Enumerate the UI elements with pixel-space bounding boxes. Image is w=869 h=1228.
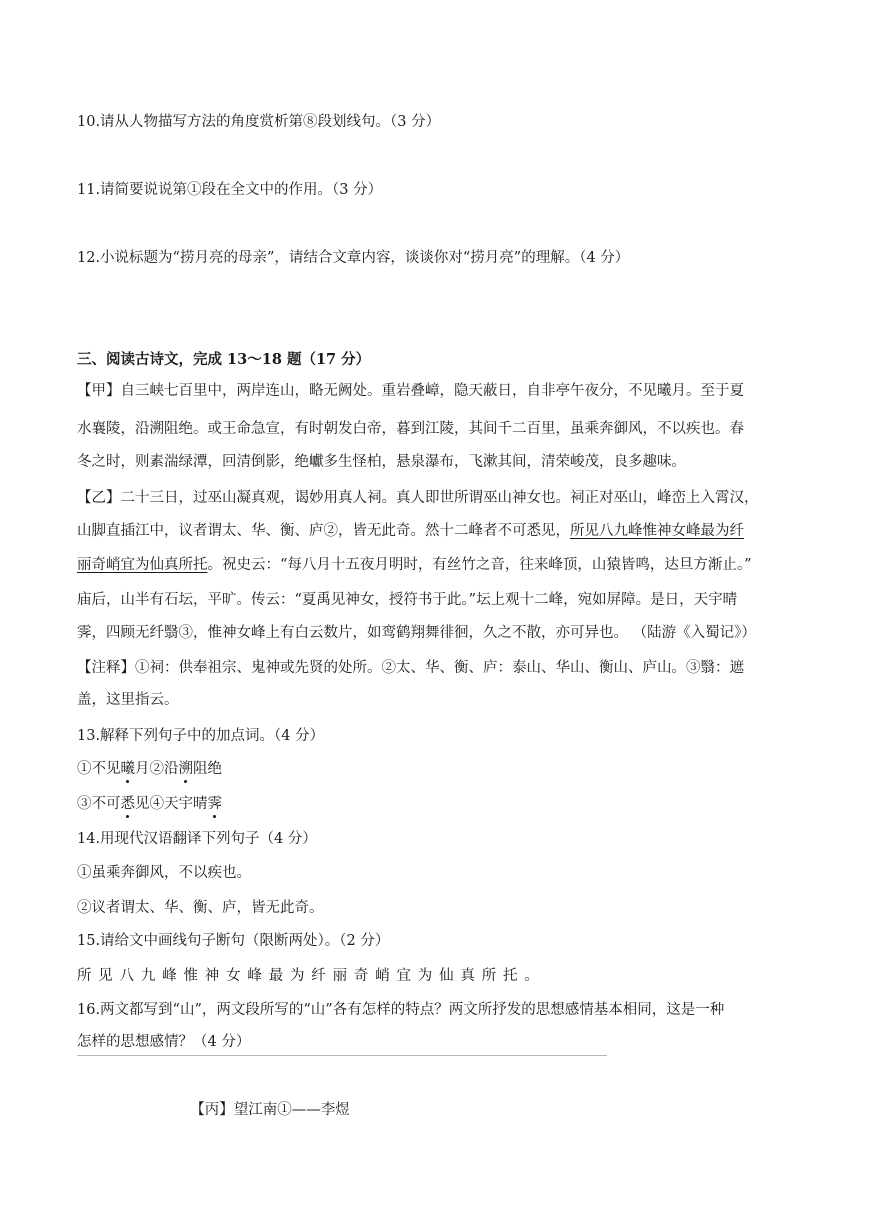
question-14-title: 14.用现代汉语翻译下列句子（4 分）: [77, 831, 317, 847]
question-15-title: 15.请给文中画线句子断句（限断两处）。（2 分）: [77, 933, 390, 949]
passage-yi-line-1: 【乙】二十三日，过巫山凝真观，谒妙用真人祠。真人即世所谓巫山神女也。祠正对巫山，峰峦上入霄汉，: [77, 490, 759, 506]
passage-jia-line-2: 水襄陵，沿溯阻绝。或王命急宣，有时朝发白帝，暮到江陵，其间千二百里，虽乘奔御风，不以疾也。春: [77, 421, 744, 437]
dotted-word: 霁: [207, 796, 222, 812]
dotted-word: 溯: [178, 761, 193, 777]
question-13-row-1: ①不见曦月②沿溯阻绝: [77, 761, 222, 777]
question-16-line-2: 怎样的思想感情？（4 分）: [77, 1034, 251, 1050]
passage-jia-line-3: 冬之时，则素湍绿潭，回清倒影，绝巘多生怪柏，悬泉瀑布，飞漱其间，清荣峻茂，良多趣味。: [77, 454, 686, 470]
section-3-title: 三、阅读古诗文，完成 13～18 题（17 分）: [77, 351, 371, 368]
question-16-line-1: 16.两文都写到“山”，两文段所写的“山”各有怎样的特点？两文所抒发的思想感情基本相同，这是一种: [77, 1002, 725, 1018]
question-11: 11.请简要说说第①段在全文中的作用。（3 分）: [77, 182, 383, 198]
question-13-title: 13.解释下列句子中的加点词。（4 分）: [77, 728, 325, 744]
question-10: 10.请从人物描写方法的角度赏析第⑧段划线句。（3 分）: [77, 114, 441, 130]
underlined-sentence-part-1: 所见八九峰惟神女峰最为纤: [570, 523, 744, 539]
dotted-word: 曦: [120, 761, 135, 777]
question-15-sentence: 所见八九峰惟神女峰最为纤丽奇峭宜为仙真所托。: [77, 968, 546, 984]
question-14-sentence-2: ②议者谓太、华、衡、庐，皆无此奇。: [77, 900, 324, 916]
question-14-sentence-1: ①虽乘奔御风，不以疾也。: [77, 865, 251, 881]
dotted-word: 悉: [120, 796, 135, 812]
passage-jia-line-1: 【甲】自三峡七百里中，两岸连山，略无阙处。重岩叠嶂，隐天蔽日，自非亭午夜分，不见曦月。至于夏: [77, 383, 744, 399]
underlined-sentence-part-2: 丽奇峭宜为仙真所托: [77, 557, 208, 573]
question-12: 12.小说标题为“捞月亮的母亲”，请结合文章内容，谈谈你对“捞月亮”的理解。（4 分）: [77, 250, 630, 266]
passage-yi-line-2: 山脚直插江中，议者谓太、华、衡、庐②，皆无此奇。然十二峰者不可悉见，所见八九峰惟神女峰最为纤: [77, 523, 744, 539]
divider: [77, 1055, 607, 1056]
passage-yi-line-3: 丽奇峭宜为仙真所托。祝史云：“每八月十五夜月明时，有丝竹之音，往来峰顶，山猿皆鸣，达旦方渐止。”: [77, 557, 752, 573]
notes-line-1: 【注释】①祠：供奉祖宗、鬼神或先贤的处所。②太、华、衡、庐：泰山、华山、衡山、庐山。③翳：遮: [77, 660, 744, 676]
notes-line-2: 盖，这里指云。: [77, 692, 179, 708]
passage-bing-title: 【丙】望江南①——李煜: [190, 1102, 350, 1118]
passage-yi-line-4: 庙后，山半有石坛，平旷。传云：“夏禹见神女，授符书于此。”坛上观十二峰，宛如屏障。是日，天宇晴: [77, 592, 738, 608]
question-13-row-2: ③不可悉见④天宇晴霁: [77, 796, 222, 812]
passage-yi-line-5: 霁，四顾无纤翳③，惟神女峰上有白云数片，如鸾鹤翔舞徘徊，久之不散，亦可异也。 （陆游《入蜀记》）: [77, 625, 756, 641]
